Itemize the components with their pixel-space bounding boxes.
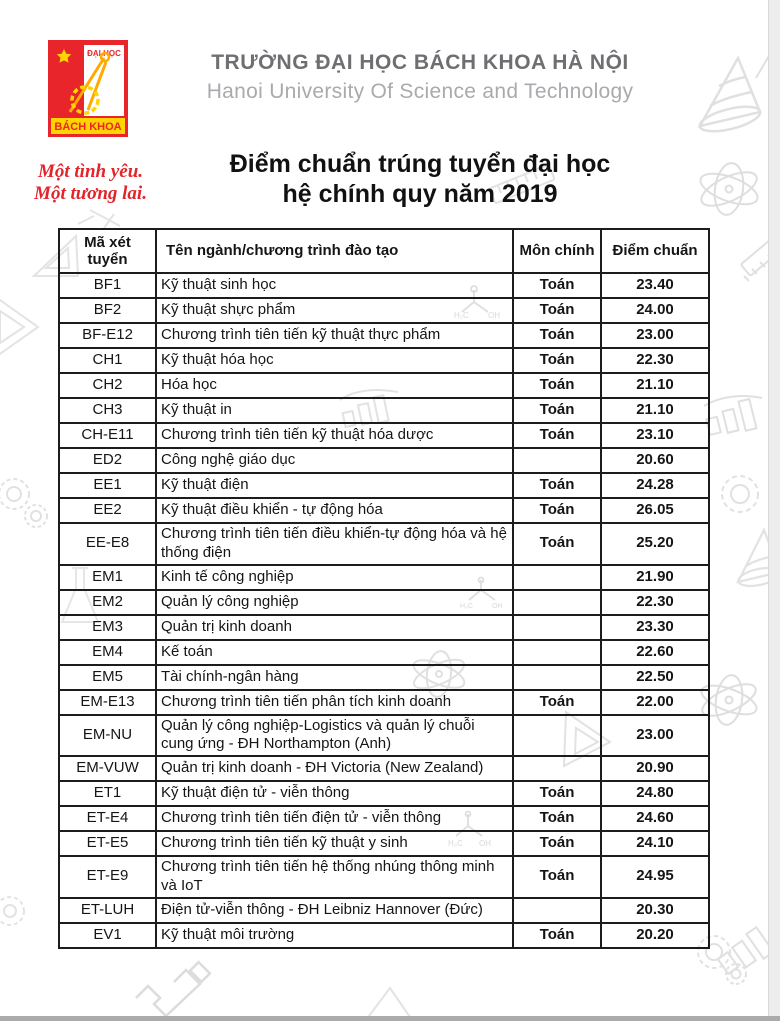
program-name-cell: Kỹ thuật môi trường	[156, 923, 513, 948]
program-name-cell: Kỹ thuật điện tử - viễn thông	[156, 781, 513, 806]
program-name-cell: Kinh tế công nghiệp	[156, 565, 513, 590]
page-bottom-edge	[0, 1016, 780, 1021]
main-subject-cell: Toán	[513, 690, 601, 715]
score-cell: 23.40	[601, 273, 709, 298]
main-subject-cell: Toán	[513, 498, 601, 523]
admission-code-cell: EM5	[59, 665, 156, 690]
program-name-cell: Chương trình tiên tiến hệ thống nhúng thông minh và IoT	[156, 856, 513, 898]
main-subject-cell: Toán	[513, 923, 601, 948]
table-row	[59, 781, 709, 806]
admission-code-cell: EM-E13	[59, 690, 156, 715]
main-subject-cell: Toán	[513, 398, 601, 423]
main-subject-cell	[513, 565, 601, 590]
table-row	[59, 756, 709, 781]
program-name-cell: Quản lý công nghiệp	[156, 590, 513, 615]
table-row	[59, 473, 709, 498]
university-logo	[48, 40, 128, 137]
program-name-cell: Kỹ thuật sinh học	[156, 273, 513, 298]
admission-code-cell: EM4	[59, 640, 156, 665]
score-cell: 22.60	[601, 640, 709, 665]
cone-doodle-icon	[686, 48, 774, 153]
table-row	[59, 373, 709, 398]
score-cell: 24.95	[601, 856, 709, 898]
main-subject-cell: Toán	[513, 781, 601, 806]
main-subject-cell: Toán	[513, 831, 601, 856]
score-cell: 25.20	[601, 523, 709, 565]
admission-code-cell: CH-E11	[59, 423, 156, 448]
score-cell: 24.60	[601, 806, 709, 831]
table-row	[59, 640, 709, 665]
score-cell: 22.00	[601, 690, 709, 715]
table-row	[59, 423, 709, 448]
program-name-cell: Quản lý công nghiệp-Logistics và quản lý chuỗi cung ứng - ĐH Northampton (Anh)	[156, 715, 513, 757]
table-row	[59, 715, 709, 757]
admission-code-cell: BF2	[59, 298, 156, 323]
program-name-cell: Kỹ thuật in	[156, 398, 513, 423]
slogan-line1: Một tình yêu.	[37, 161, 144, 182]
score-cell: 22.30	[601, 348, 709, 373]
score-cell: 21.90	[601, 565, 709, 590]
score-cell: 24.28	[601, 473, 709, 498]
score-cell: 24.10	[601, 831, 709, 856]
main-subject-cell: Toán	[513, 373, 601, 398]
program-name-cell: Chương trình tiên tiến kỹ thuật thực phẩm	[156, 323, 513, 348]
main-subject-cell	[513, 898, 601, 923]
score-cell: 21.10	[601, 398, 709, 423]
table-row	[59, 565, 709, 590]
admission-code-cell: EE-E8	[59, 523, 156, 565]
program-name-cell: Điện tử-viễn thông - ĐH Leibniz Hannover (Đức)	[156, 898, 513, 923]
score-cell: 20.20	[601, 923, 709, 948]
table-row	[59, 448, 709, 473]
admission-code-cell: CH1	[59, 348, 156, 373]
logo-bottom-label: BÁCH KHOA	[54, 121, 122, 133]
program-name-cell: Tài chính-ngân hàng	[156, 665, 513, 690]
admission-code-cell: ET1	[59, 781, 156, 806]
main-subject-cell: Toán	[513, 348, 601, 373]
table-row	[59, 690, 709, 715]
admission-code-cell: EM2	[59, 590, 156, 615]
program-name-cell: Kỹ thuật shực phẩm	[156, 298, 513, 323]
svg-text:H₃C: H₃C	[460, 603, 473, 610]
score-cell: 24.00	[601, 298, 709, 323]
admission-code-cell: BF-E12	[59, 323, 156, 348]
admission-code-cell: EM1	[59, 565, 156, 590]
table-row	[59, 806, 709, 831]
table-row	[59, 615, 709, 640]
table-row	[59, 523, 709, 565]
program-name-cell: Kỹ thuật điện	[156, 473, 513, 498]
program-name-cell: Công nghệ giáo dục	[156, 448, 513, 473]
score-cell: 23.30	[601, 615, 709, 640]
main-subject-cell: Toán	[513, 523, 601, 565]
score-cell: 22.30	[601, 590, 709, 615]
slogan-line2: Một tương lai.	[34, 183, 147, 204]
table-row	[59, 856, 709, 898]
main-subject-cell: Toán	[513, 323, 601, 348]
score-cell: 22.50	[601, 665, 709, 690]
program-name-cell: Chương trình tiên tiến điện tử - viễn thông	[156, 806, 513, 831]
gears-left-doodle-icon	[0, 470, 54, 532]
program-name-cell: Quản trị kinh doanh	[156, 615, 513, 640]
score-cell: 24.80	[601, 781, 709, 806]
admission-code-cell: ET-E5	[59, 831, 156, 856]
pencil-doodle-icon	[126, 958, 222, 1021]
table-row	[59, 348, 709, 373]
logo-top-label: ĐẠI HỌC	[87, 49, 121, 58]
admission-code-cell: ET-LUH	[59, 898, 156, 923]
column-header-admission-code: Mã xét tuyển	[59, 229, 156, 273]
svg-text:OH: OH	[488, 311, 500, 320]
admission-code-cell: EM-NU	[59, 715, 156, 757]
score-cell: 21.10	[601, 373, 709, 398]
program-name-cell: Chương trình tiên tiến điều khiển-tự động hóa và hệ thống điện	[156, 523, 513, 565]
gear-right-doodle-icon	[712, 466, 770, 522]
admission-code-cell: EM3	[59, 615, 156, 640]
column-header-main-subject: Môn chính	[513, 229, 601, 273]
svg-text:H₃C: H₃C	[454, 311, 469, 320]
table-row	[59, 323, 709, 348]
table-row	[59, 898, 709, 923]
program-name-cell: Chương trình tiên tiến kỹ thuật hóa dược	[156, 423, 513, 448]
svg-text:H₃C: H₃C	[448, 839, 463, 848]
main-subject-cell	[513, 756, 601, 781]
main-subject-cell	[513, 615, 601, 640]
set-square-left-doodle-icon	[0, 283, 44, 368]
table-row	[59, 498, 709, 523]
main-subject-cell: Toán	[513, 423, 601, 448]
main-subject-cell: Toán	[513, 473, 601, 498]
university-name-vietnamese: TRƯỜNG ĐẠI HỌC BÁCH KHOA HÀ NỘI	[211, 51, 629, 74]
table-header-row	[59, 229, 709, 273]
program-name-cell: Hóa học	[156, 373, 513, 398]
admission-code-cell: ET-E9	[59, 856, 156, 898]
page-title-line2: hệ chính quy năm 2019	[282, 180, 558, 208]
table-row	[59, 923, 709, 948]
program-name-cell: Kỹ thuật điều khiển - tự động hóa	[156, 498, 513, 523]
table-row	[59, 831, 709, 856]
page-right-edge	[768, 0, 780, 1021]
gear-small-doodle-icon	[0, 888, 32, 934]
admission-code-cell: EV1	[59, 923, 156, 948]
score-cell: 20.90	[601, 756, 709, 781]
score-cell: 20.30	[601, 898, 709, 923]
program-name-cell: Chương trình tiên tiến kỹ thuật y sinh	[156, 831, 513, 856]
admission-code-cell: CH3	[59, 398, 156, 423]
program-name-cell: Kỹ thuật hóa học	[156, 348, 513, 373]
main-subject-cell	[513, 715, 601, 757]
main-subject-cell: Toán	[513, 856, 601, 898]
main-subject-cell	[513, 448, 601, 473]
program-name-cell: Chương trình tiên tiến phân tích kinh doanh	[156, 690, 513, 715]
admission-code-cell: ED2	[59, 448, 156, 473]
main-subject-cell: Toán	[513, 273, 601, 298]
program-name-cell: Kế toán	[156, 640, 513, 665]
table-row	[59, 298, 709, 323]
column-header-score: Điểm chuẩn	[601, 229, 709, 273]
admission-code-cell: CH2	[59, 373, 156, 398]
admission-code-cell: BF1	[59, 273, 156, 298]
page-title	[110, 149, 730, 209]
svg-text:OH: OH	[492, 603, 503, 610]
main-subject-cell	[513, 640, 601, 665]
score-cell: 23.00	[601, 323, 709, 348]
page-title-line1: Điểm chuẩn trúng tuyển đại học	[229, 150, 611, 178]
admission-code-cell: EE1	[59, 473, 156, 498]
column-header-program-name: Tên ngành/chương trình đào tạo	[156, 229, 513, 273]
program-name-cell: Quản trị kinh doanh - ĐH Victoria (New Zealand)	[156, 756, 513, 781]
score-cell: 23.00	[601, 715, 709, 757]
main-subject-cell	[513, 665, 601, 690]
main-subject-cell: Toán	[513, 298, 601, 323]
score-cell: 26.05	[601, 498, 709, 523]
table-row	[59, 273, 709, 298]
table-row	[59, 665, 709, 690]
table-row	[59, 590, 709, 615]
main-subject-cell: Toán	[513, 806, 601, 831]
table-row	[59, 398, 709, 423]
university-name-english: Hanoi University Of Science and Technology	[206, 80, 634, 103]
admission-scores-table	[58, 228, 710, 949]
admission-code-cell: EE2	[59, 498, 156, 523]
score-cell: 20.60	[601, 448, 709, 473]
admission-code-cell: ET-E4	[59, 806, 156, 831]
admission-code-cell: EM-VUW	[59, 756, 156, 781]
main-subject-cell	[513, 590, 601, 615]
score-cell: 23.10	[601, 423, 709, 448]
svg-text:OH: OH	[479, 839, 491, 848]
